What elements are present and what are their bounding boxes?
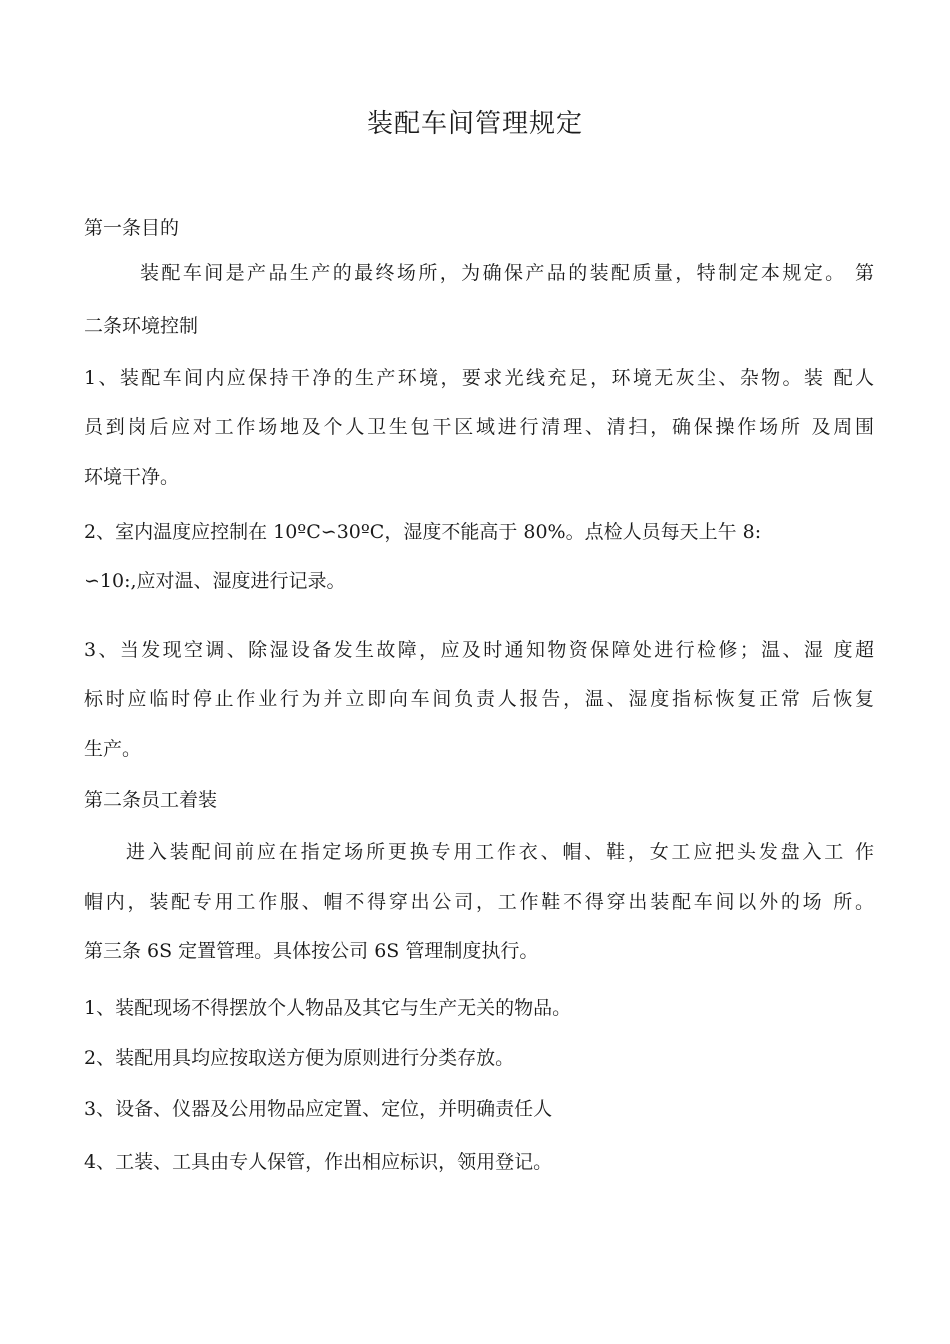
six-s-item-3: 3、设备、仪器及公用物品应定置、定位，并明确责任人 [84, 1098, 553, 1120]
env-item-2-line-2: ∽10:,应对温、湿度进行记录。 [84, 570, 346, 592]
six-s-item-2: 2、装配用具均应按取送方便为原则进行分类存放。 [84, 1047, 515, 1069]
article-staff-heading: 第二条员工着装 [84, 789, 218, 811]
document-title: 装配车间管理规定 [366, 109, 583, 139]
env-item-3-line-2: 标时应临时停止作业行为并立即向车间负责人报告，温、湿度指标恢复正常 后恢复 [84, 688, 874, 710]
env-item-1-line-3: 环境干净。 [84, 466, 180, 488]
env-item-3-line-1: 3、当发现空调、除湿设备发生故障，应及时通知物资保障处进行检修；温、湿 度超 [84, 639, 874, 661]
article-1-heading: 第一条目的 [84, 217, 180, 239]
staff-body-line-2: 帽内，装配专用工作服、帽不得穿出公司，工作鞋不得穿出装配车间以外的场 所。 [84, 891, 874, 913]
env-item-1-line-2: 员到岗后应对工作场地及个人卫生包干区域进行清理、清扫，确保操作场所 及周围 [84, 416, 874, 438]
article-1-body: 装配车间是产品生产的最终场所，为确保产品的装配质量，特制定本规定。 第 [140, 262, 874, 284]
six-s-item-1: 1、装配现场不得摆放个人物品及其它与生产无关的物品。 [84, 997, 572, 1019]
six-s-item-4: 4、工装、工具由专人保管，作出相应标识，领用登记。 [84, 1151, 553, 1173]
staff-body-line-1: 进入装配间前应在指定场所更换专用工作衣、帽、鞋，女工应把头发盘入工 作 [126, 841, 874, 863]
article-3-heading: 第三条 6S 定置管理。具体按公司 6S 管理制度执行。 [84, 940, 539, 962]
env-item-2-line-1: 2、室内温度应控制在 10ºC∽30ºC，湿度不能高于 80%。点检人员每天上午 8: [84, 521, 762, 543]
env-item-3-line-3: 生产。 [84, 738, 142, 760]
article-2-heading: 二条环境控制 [84, 315, 199, 337]
env-item-1-line-1: 1、装配车间内应保持干净的生产环境，要求光线充足，环境无灰尘、杂物。装 配人 [84, 367, 874, 389]
